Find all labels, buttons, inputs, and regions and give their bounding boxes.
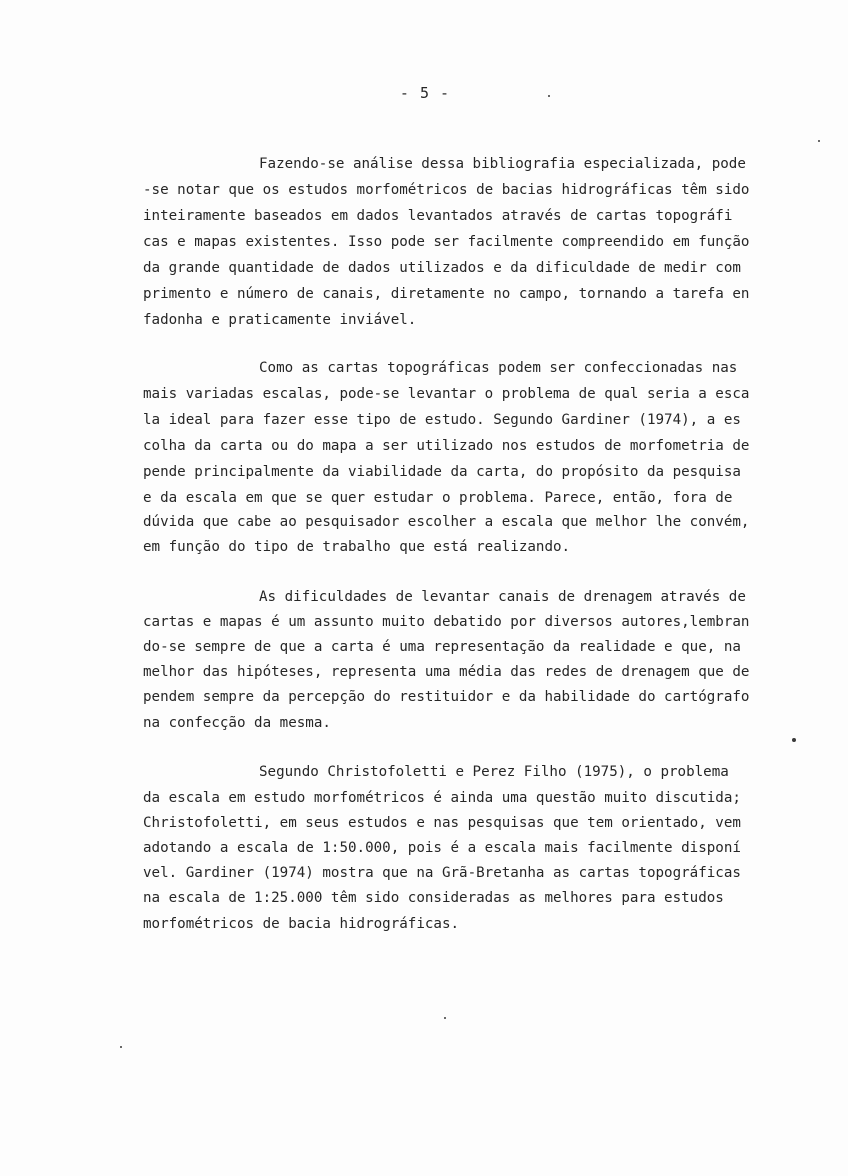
paragraph-2-line-6: e da escala em que se quer estudar o problema. Parece, então, fora de: [143, 490, 733, 506]
paragraph-3-line-1: As dificuldades de levantar canais de drenagem através de: [259, 589, 746, 605]
paragraph-2-line-3: la ideal para fazer esse tipo de estudo. Segundo Gardiner (1974), a es: [143, 412, 741, 428]
scan-speck: [120, 1046, 122, 1048]
paragraph-4-line-1: Segundo Christofoletti e Perez Filho (1975), o problema: [259, 764, 729, 780]
paragraph-3-line-6: na confecção da mesma.: [143, 715, 331, 731]
paragraph-1-line-3: inteiramente baseados em dados levantados através de cartas topográfi: [143, 208, 733, 224]
paragraph-2-line-1: Como as cartas topográficas podem ser confeccionadas nas: [259, 360, 738, 376]
paragraph-2-line-5: pende principalmente da viabilidade da carta, do propósito da pesquisa: [143, 464, 741, 480]
scan-speck: [444, 1017, 446, 1019]
paragraph-4-line-2: da escala em estudo morfométricos é ainda uma questão muito discutida;: [143, 790, 741, 806]
paragraph-2-line-2: mais variadas escalas, pode-se levantar o problema de qual seria a esca: [143, 386, 750, 402]
scan-speck: [792, 738, 796, 742]
paragraph-1-line-4: cas e mapas existentes. Isso pode ser facilmente compreendido em função: [143, 234, 750, 250]
paragraph-2-line-8: em função do tipo de trabalho que está realizando.: [143, 539, 571, 555]
paragraph-3-line-3: do-se sempre de que a carta é uma representação da realidade e que, na: [143, 639, 741, 655]
paragraph-2-line-4: colha da carta ou do mapa a ser utilizado nos estudos de morfometria de: [143, 438, 750, 454]
paragraph-1-line-5: da grande quantidade de dados utilizados e da dificuldade de medir com: [143, 260, 741, 276]
paragraph-1-line-7: fadonha e praticamente inviável.: [143, 312, 417, 328]
paragraph-4-line-3: Christofoletti, em seus estudos e nas pesquisas que tem orientado, vem: [143, 815, 741, 831]
paragraph-1-line-2: -se notar que os estudos morfométricos de bacias hidrográficas têm sido: [143, 182, 750, 198]
scan-speck: [548, 95, 550, 97]
paragraph-4-line-4: adotando a escala de 1:50.000, pois é a escala mais facilmente disponí: [143, 840, 741, 856]
paragraph-4-line-6: na escala de 1:25.000 têm sido consideradas as melhores para estudos: [143, 890, 724, 906]
paragraph-3-line-4: melhor das hipóteses, representa uma média das redes de drenagem que de: [143, 664, 750, 680]
paragraph-1-line-6: primento e número de canais, diretamente no campo, tornando a tarefa en: [143, 286, 750, 302]
paragraph-2-line-7: dúvida que cabe ao pesquisador escolher a escala que melhor lhe convém,: [143, 514, 750, 530]
paragraph-3-line-5: pendem sempre da percepção do restituidor e da habilidade do cartógrafo: [143, 689, 750, 705]
paragraph-4-line-5: vel. Gardiner (1974) mostra que na Grã-Bretanha as cartas topográficas: [143, 865, 741, 881]
page-number: - 5 -: [399, 84, 451, 102]
paragraph-4-line-7: morfométricos de bacia hidrográficas.: [143, 916, 460, 932]
paragraph-1-line-1: Fazendo-se análise dessa bibliografia especializada, pode: [259, 156, 746, 172]
scan-speck: [818, 140, 820, 142]
paragraph-3-line-2: cartas e mapas é um assunto muito debatido por diversos autores,lembran: [143, 614, 750, 630]
